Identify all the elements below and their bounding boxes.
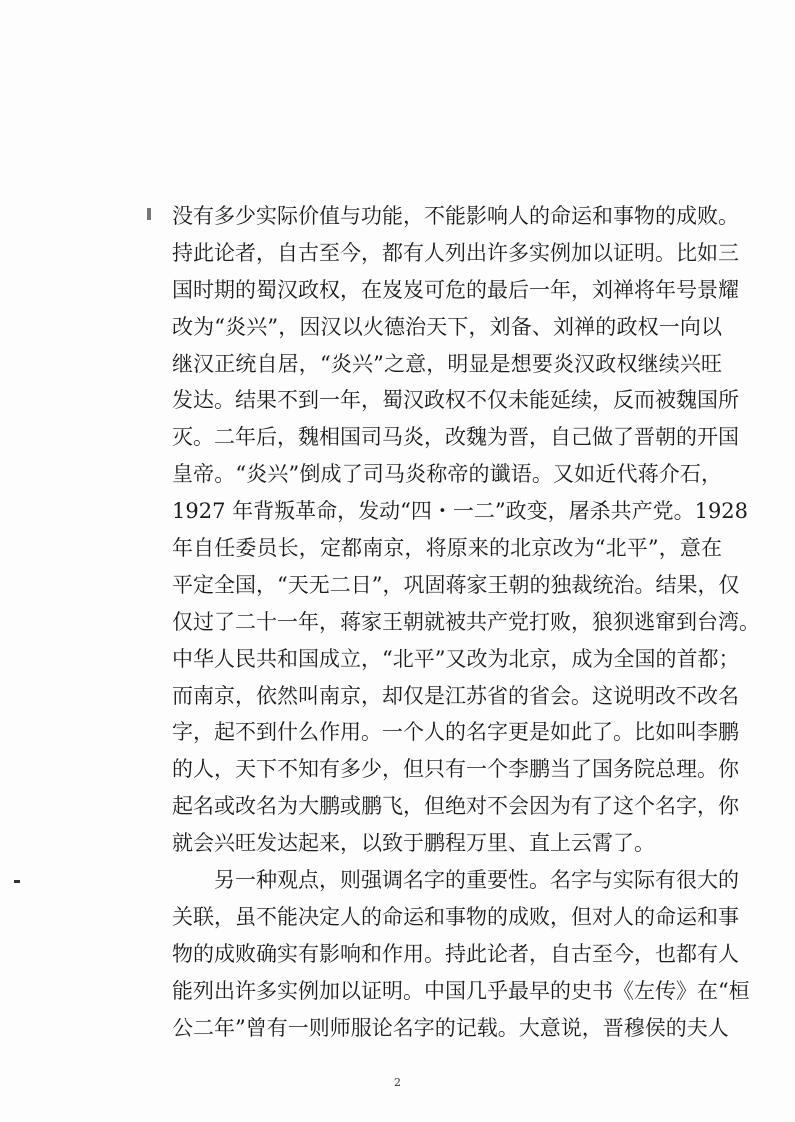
text-line: 发达。结果不到一年，蜀汉政权不仅未能延续，反而被魏国所 bbox=[172, 388, 739, 413]
text-line: 中华人民共和国成立，“北平”又改为北京，成为全国的首都； bbox=[172, 646, 740, 671]
text-line: 1927 年背叛革命，发动“四・一二”政变，屠杀共产党。1928 bbox=[172, 499, 749, 524]
text-line: 字，起不到什么作用。一个人的名字更是如此了。比如叫李鹏 bbox=[172, 720, 739, 745]
text-line: 灭。二年后，魏相国司马炎，改魏为晋，自己做了晋朝的开国 bbox=[172, 425, 739, 450]
text-line-paragraph-start: 另一种观点，则强调名字的重要性。名字与实际有很大的 bbox=[214, 868, 739, 893]
margin-mark bbox=[147, 208, 151, 220]
text-line: 能列出许多实例加以证明。中国几乎最早的史书《左传》在“桓 bbox=[172, 978, 750, 1003]
text-line: 起名或改名为大鹏或鹏飞，但绝对不会因为有了这个名字，你 bbox=[172, 794, 739, 819]
text-line: 持此论者，自古至今，都有人列出许多实例加以证明。比如三 bbox=[172, 240, 739, 265]
text-line: 公二年”曾有一则师服论名字的记载。大意说，晋穆侯的夫人 bbox=[172, 1015, 729, 1040]
text-line: 改为“炎兴”，因汉以火德治天下，刘备、刘禅的政权一向以 bbox=[172, 314, 722, 339]
text-line: 就会兴旺发达起来，以致于鹏程万里、直上云霄了。 bbox=[172, 831, 655, 856]
text-line: 皇帝。“炎兴”倒成了司马炎称帝的谶语。又如近代蒋介石， bbox=[172, 462, 722, 487]
text-line: 仅过了二十一年，蒋家王朝就被共产党打败，狼狈逃窜到台湾。 bbox=[172, 609, 760, 634]
text-line: 而南京，依然叫南京，却仅是江苏省的省会。这说明改不改名 bbox=[172, 683, 739, 708]
text-line: 物的成败确实有影响和作用。持此论者，自古至今，也都有人 bbox=[172, 941, 739, 966]
page-number: 2 bbox=[394, 1076, 401, 1089]
text-line: 平定全国，“天无二日”，巩固蒋家王朝的独裁统治。结果，仅 bbox=[172, 572, 740, 597]
scan-speck bbox=[14, 880, 20, 883]
body-text bbox=[172, 198, 760, 1046]
text-line: 没有多少实际价值与功能，不能影响人的命运和事物的成败。 bbox=[172, 204, 739, 228]
text-line: 的人，天下不知有多少，但只有一个李鹏当了国务院总理。你 bbox=[172, 757, 739, 782]
text-line: 继汉正统自居，“炎兴”之意，明显是想要炎汉政权继续兴旺 bbox=[172, 351, 722, 376]
text-line: 国时期的蜀汉政权，在岌岌可危的最后一年，刘禅将年号景耀 bbox=[172, 277, 739, 302]
text-line: 年自任委员长，定都南京，将原来的北京改为“北平”，意在 bbox=[172, 536, 722, 561]
text-line: 关联，虽不能决定人的命运和事物的成败，但对人的命运和事 bbox=[172, 904, 739, 929]
